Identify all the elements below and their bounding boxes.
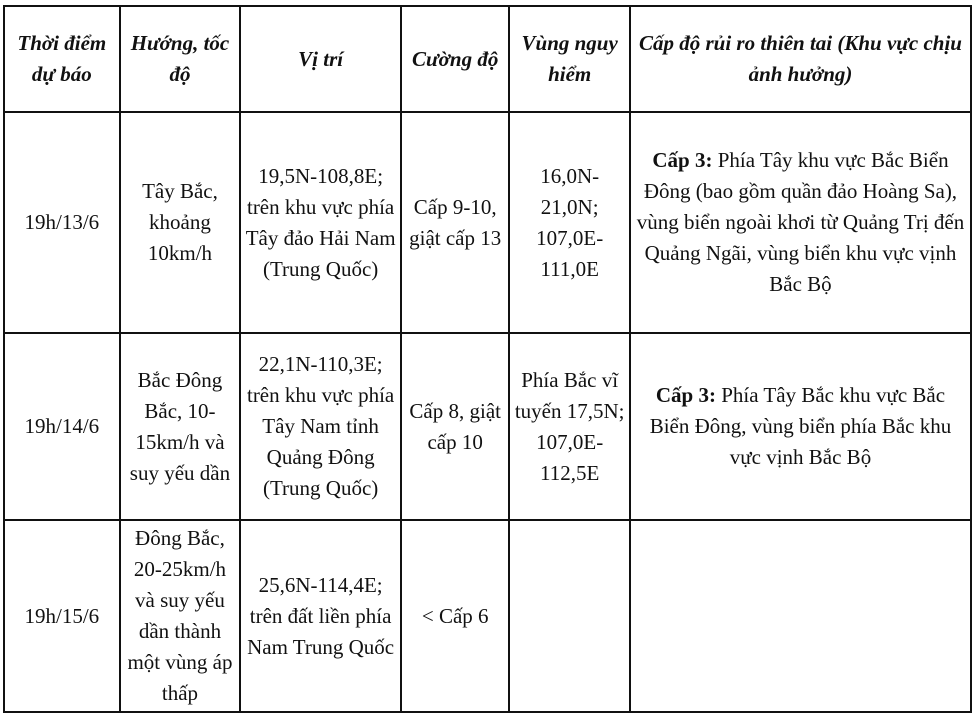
table-row (4, 520, 971, 712)
risk-level-label: Cấp 3: (655, 383, 716, 407)
cell-position: 19,5N-108,8E; trên khu vực phía Tây đảo Hải Nam (Trung Quốc) (240, 112, 401, 333)
risk-level-label: Cấp 3: (652, 148, 713, 172)
cell-risk-level (630, 333, 971, 520)
table-row (4, 333, 971, 520)
cell-time: 19h/13/6 (4, 112, 120, 333)
cell-position: 22,1N-110,3E; trên khu vực phía Tây Nam tỉnh Quảng Đông (Trung Quốc) (240, 333, 401, 520)
cell-danger-zone (509, 520, 630, 712)
cell-risk-level (630, 112, 971, 333)
risk-area-text: Phía Tây khu vực Bắc Biển Đông (bao gồm quần đảo Hoàng Sa), vùng biển ngoài khơi từ Quảng Trị đến Quảng Ngãi, vùng biển khu vực vịnh Bắc Bộ (636, 148, 965, 296)
header-direction-speed: Hướng, tốc độ (120, 6, 241, 112)
table-row (4, 112, 971, 333)
cell-intensity: < Cấp 6 (401, 520, 509, 712)
cell-danger-zone: 16,0N-21,0N; 107,0E-111,0E (509, 112, 630, 333)
header-danger-zone: Vùng nguy hiểm (509, 6, 630, 112)
risk-area-text: Phía Tây Bắc khu vực Bắc Biển Đông, vùng biển phía Bắc khu vực vịnh Bắc Bộ (649, 383, 952, 469)
cell-risk-level (630, 520, 971, 712)
cell-time: 19h/15/6 (4, 520, 120, 712)
header-position: Vị trí (240, 6, 401, 112)
cell-intensity: Cấp 9-10, giật cấp 13 (401, 112, 509, 333)
header-forecast-time: Thời điểm dự báo (4, 6, 120, 112)
cell-time: 19h/14/6 (4, 333, 120, 520)
header-intensity: Cường độ (401, 6, 509, 112)
header-row (4, 6, 971, 112)
cell-danger-zone: Phía Bắc vĩ tuyến 17,5N; 107,0E-112,5E (509, 333, 630, 520)
storm-forecast-table (3, 5, 972, 713)
cell-direction-speed: Đông Bắc, 20-25km/h và suy yếu dần thành một vùng áp thấp (120, 520, 241, 712)
cell-position: 25,6N-114,4E; trên đất liền phía Nam Trung Quốc (240, 520, 401, 712)
header-risk-level: Cấp độ rủi ro thiên tai (Khu vực chịu ảnh hưởng) (630, 6, 971, 112)
cell-direction-speed: Tây Bắc, khoảng 10km/h (120, 112, 241, 333)
cell-intensity: Cấp 8, giật cấp 10 (401, 333, 509, 520)
cell-direction-speed: Bắc Đông Bắc, 10-15km/h và suy yếu dần (120, 333, 241, 520)
